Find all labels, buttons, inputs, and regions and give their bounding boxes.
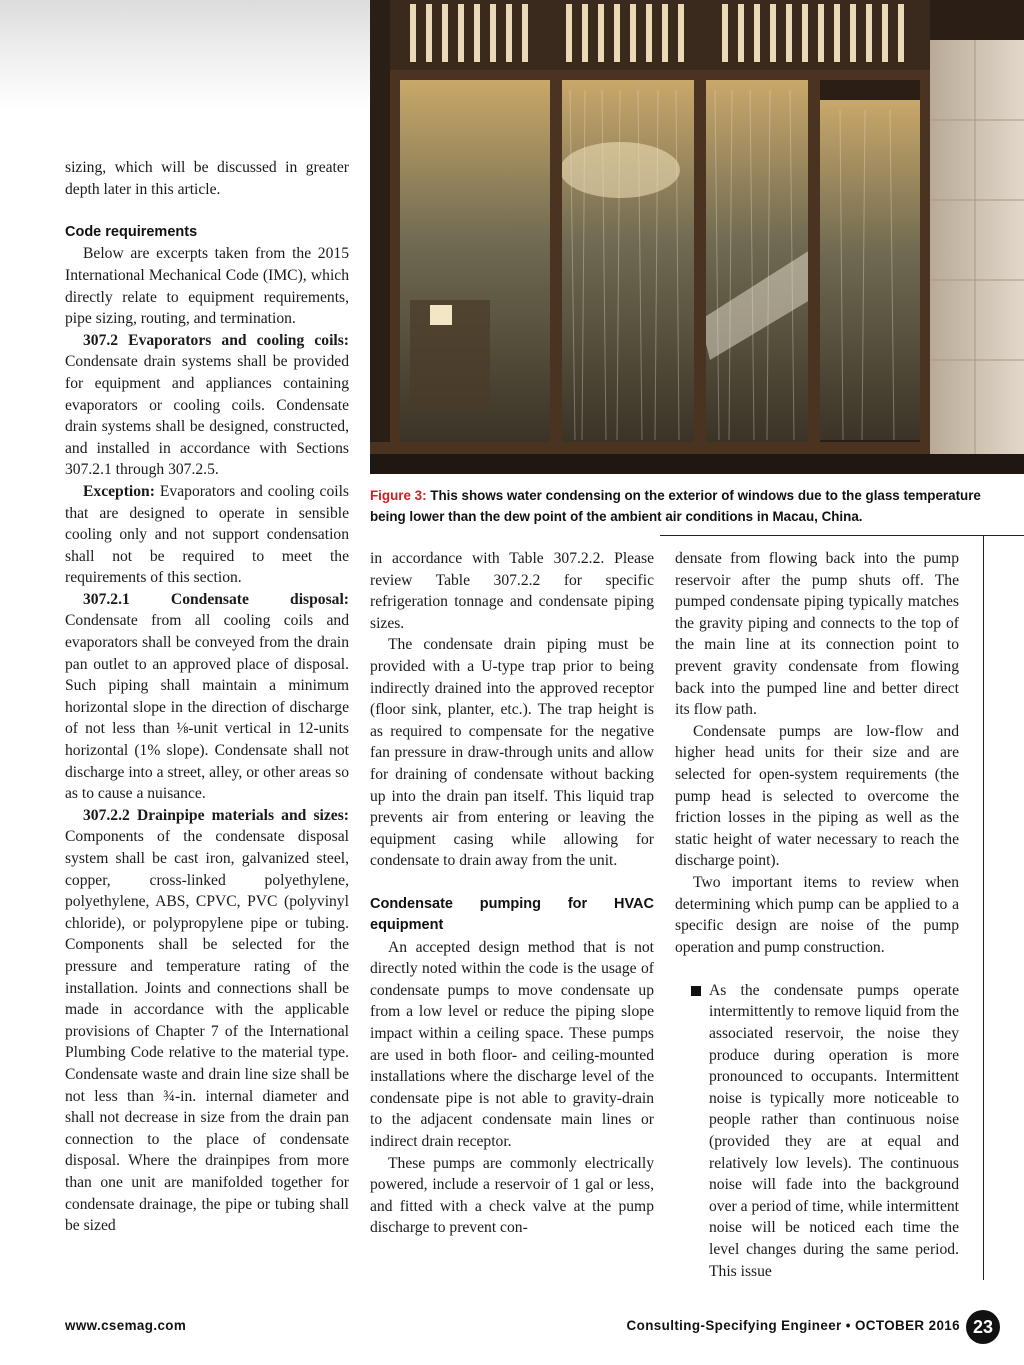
figure-caption-text: This shows water condensing on the exterior of windows due to the glass temperature being lower than the dew point of the ambient air conditions in Macau, China. — [370, 488, 981, 524]
paragraph: 307.2.1 Condensate disposal: Condensate from all cooling coils and evaporators shall be conveyed from the drain pan outlet to an approved place of disposal. Such piping shall maintain a minimum horizontal slope in the direction of discharge of not less than ⅛-unit vertical in 12-units horizontal (1% slope). Condensate shall not discharge into a street, alley, or other areas so as to cause a nuisance. — [65, 590, 349, 803]
column-1 — [65, 157, 349, 1237]
column-divider-horizontal — [660, 535, 1024, 536]
clause-title: 307.2.2 Drainpipe materials and sizes: — [83, 806, 349, 824]
figure-caption — [370, 485, 990, 527]
paragraph: These pumps are commonly electrically powered, include a reservoir of 1 gal or less, and fitted with a check valve at the pump discharge to prevent con- — [370, 1154, 654, 1237]
section-heading: Condensate pumping for HVAC equipment — [370, 895, 654, 934]
page-number: 23 — [966, 1310, 1000, 1344]
paragraph: in accordance with Table 307.2.2. Please review Table 307.2.2 for specific refrigeration tonnage and condensate piping sizes. — [370, 550, 654, 632]
bullet-text: As the condensate pumps operate intermittently to remove liquid from the associated reservoir, the noise they produce during operation is more pronounced to occupants. Intermittent noise is typically more noticeable to people rather than continuous noise (provided they are at equal and relatively low levels). The continuous noise will fade into the background over a period of time, while intermittent noise will be noticed each time the level changes during the same period. This issue — [709, 981, 959, 1280]
bullet-item — [675, 980, 959, 1282]
paragraph: An accepted design method that is not directly noted within the code is the usage of condensate pumps to move condensate up from a low level or reduce the piping slope impact within a ceiling space. These pumps are used in both floor- and ceiling-mounted installations where the discharge level of the condensate pipe is not able to gravity-drain to the adjacent condensate main lines or indirect drain receptor. — [370, 938, 654, 1151]
top-decorative-fade — [0, 0, 370, 110]
section-heading: Code requirements — [65, 223, 198, 240]
paragraph: 307.2 Evaporators and cooling coils: Condensate drain systems shall be provided for equipment and appliances containing evaporators or cooling coils. Condensate drain systems shall be designed, constructed, and installed in accordance with Sections 307.2.1 through 307.2.5. — [65, 331, 349, 479]
column-divider-vertical — [983, 535, 984, 1280]
footer-publication: Consulting-Specifying Engineer • OCTOBER 2016 — [626, 1318, 960, 1333]
column-2 — [370, 548, 654, 1239]
clause-title: 307.2 Evaporators and cooling coils: — [83, 331, 349, 349]
paragraph: Exception: Evaporators and cooling coils that are designed to operate in sensible cooling only and not support condensation shall not be required to meet the requirements of this section. — [65, 482, 349, 587]
figure-3-photo — [370, 0, 1024, 474]
paragraph: Condensate pumps are low-flow and higher head units for their size and are selected for open-system requirements (the pump head is selected to overcome the friction losses in the piping as well as the static height of water necessary to reach the discharge point). — [675, 722, 959, 870]
paragraph: densate from flowing back into the pump reservoir after the pump shuts off. The pumped condensate piping typically matches the gravity piping and connects to the top of the main line at its connection point to prevent gravity condensate from flowing back into the pumped line and better direct its flow path. — [675, 550, 959, 719]
paragraph: 307.2.2 Drainpipe materials and sizes: Components of the condensate disposal system shall be cast iron, galvanized steel, copper, cross-linked polyethylene, polyethylene, ABS, CPVC, PVC (polyvinyl chloride), or polypropylene pipe or tubing. Components shall be selected for the pressure and temperature rating of the installation. Joints and connections shall be made in accordance with the applicable provisions of Chapter 7 of the International Plumbing Code relative to the material type. Condensate waste and drain line size shall be not less than ¾-in. internal diameter and shall not decrease in size from the drain pan connection to the place of condensate disposal. Where the drainpipes from more than one unit are manifolded together for condensate drainage, the pipe or tubing shall be sized — [65, 806, 349, 1235]
column-3 — [675, 548, 959, 1282]
figure-label: Figure 3: — [370, 488, 427, 503]
bullet-square-icon — [691, 986, 701, 996]
paragraph: sizing, which will be discussed in greater depth later in this article. — [65, 159, 349, 198]
paragraph: The condensate drain piping must be provided with a U-type trap prior to being indirectly drained into the approved receptor (floor sink, planter, etc.). The trap height is as required to compensate for the negative fan pressure in draw-through units and allow for draining of condensate without backing up into the drain pan itself. This liquid trap prevents air from entering or leaving the equipment casing while allowing for condensate to drain away from the unit. — [370, 636, 654, 870]
paragraph: Below are excerpts taken from the 2015 International Mechanical Code (IMC), which directly relate to equipment requirements, pipe sizing, routing, and termination. — [65, 245, 349, 328]
clause-title: Exception: — [83, 482, 155, 500]
footer-url: www.csemag.com — [65, 1318, 187, 1333]
paragraph: Two important items to review when determining which pump can be applied to a specific design are noise of the pump operation and pump construction. — [675, 873, 959, 956]
clause-title: 307.2.1 Condensate disposal: — [83, 590, 349, 608]
